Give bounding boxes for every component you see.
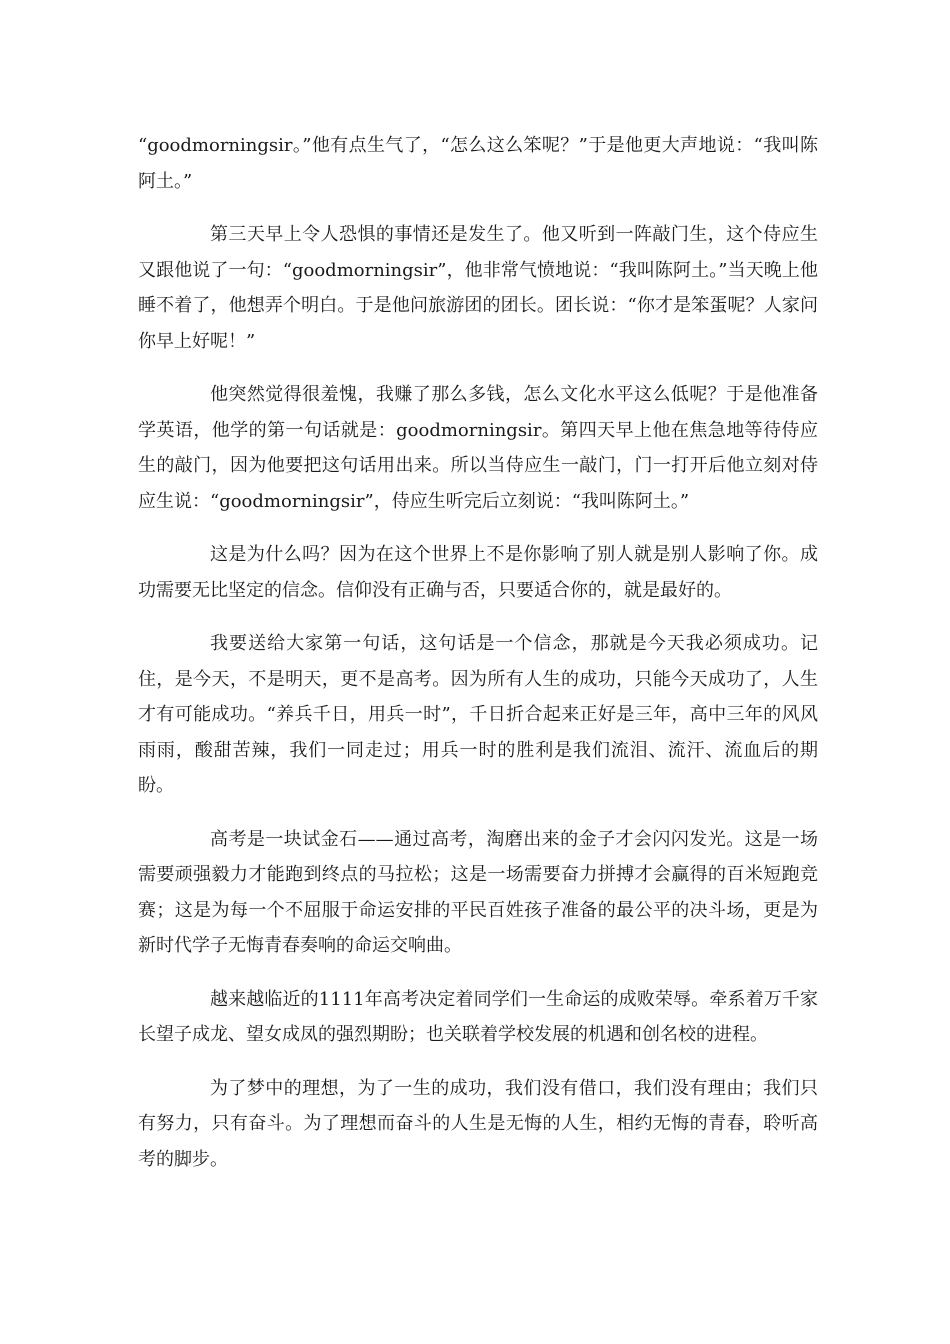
paragraph-8: 为了梦中的理想，为了一生的成功，我们没有借口，我们没有理由；我们只有努力，只有奋斗。为了理想而奋斗的人生是无悔的人生，相约无悔的青春，聆听高考的脚步。 xyxy=(138,1077,818,1170)
paragraph-3: 他突然觉得很羞愧，我赚了那么多钱，怎么文化水平这么低呢？于是他准备学英语，他学的第一句话就是：goodmorningsir。第四天早上他在焦急地等待侍应生的敲门，因为他要把这句话用出来。所以当侍应生一敲门，门一打开后他立刻对侍应生说：“goodmorningsir”，侍应生听完后立刻说：“我叫陈阿土。” xyxy=(138,384,818,512)
paragraph-2: 第三天早上令人恐惧的事情还是发生了。他又听到一阵敲门生，这个侍应生又跟他说了一句：“goodmorningsir”，他非常气愤地说：“我叫陈阿土。”当天晚上他睡不着了，他想弄个明白。于是他问旅游团的团长。团长说：“你才是笨蛋呢？人家问你早上好呢！” xyxy=(138,224,818,352)
paragraph-7: 越来越临近的1111年高考决定着同学们一生命运的成败荣辱。牵系着万千家长望子成龙、望女成凤的强烈期盼；也关联着学校发展的机遇和创名校的进程。 xyxy=(138,988,818,1045)
paragraph-6: 高考是一块试金石——通过高考，淘磨出来的金子才会闪闪发光。这是一场需要顽强毅力才能跑到终点的马拉松；这是一场需要奋力拼搏才会赢得的百米短跑竞赛；这是为每一个不屈服于命运安排的平民百姓孩子准备的最公平的决斗场，更是为新时代学子无悔青春奏响的命运交响曲。 xyxy=(138,828,818,956)
paragraph-1: “goodmorningsir。”他有点生气了，“怎么这么笨呢？”于是他更大声地说：“我叫陈阿土。” xyxy=(138,135,818,192)
document-page xyxy=(138,128,818,1195)
paragraph-5: 我要送给大家第一句话，这句话是一个信念，那就是今天我必须成功。记住，是今天，不是明天，更不是高考。因为所有人生的成功，只能今天成功了，人生才有可能成功。“养兵千日，用兵一时”，千日折合起来正好是三年，高中三年的风风雨雨，酸甜苦辣，我们一同走过；用兵一时的胜利是我们流泪、流汗、流血后的期盼。 xyxy=(138,633,818,796)
paragraph-4: 这是为什么吗？因为在这个世界上不是你影响了别人就是别人影响了你。成功需要无比坚定的信念。信仰没有正确与否，只要适合你的，就是最好的。 xyxy=(138,544,818,601)
